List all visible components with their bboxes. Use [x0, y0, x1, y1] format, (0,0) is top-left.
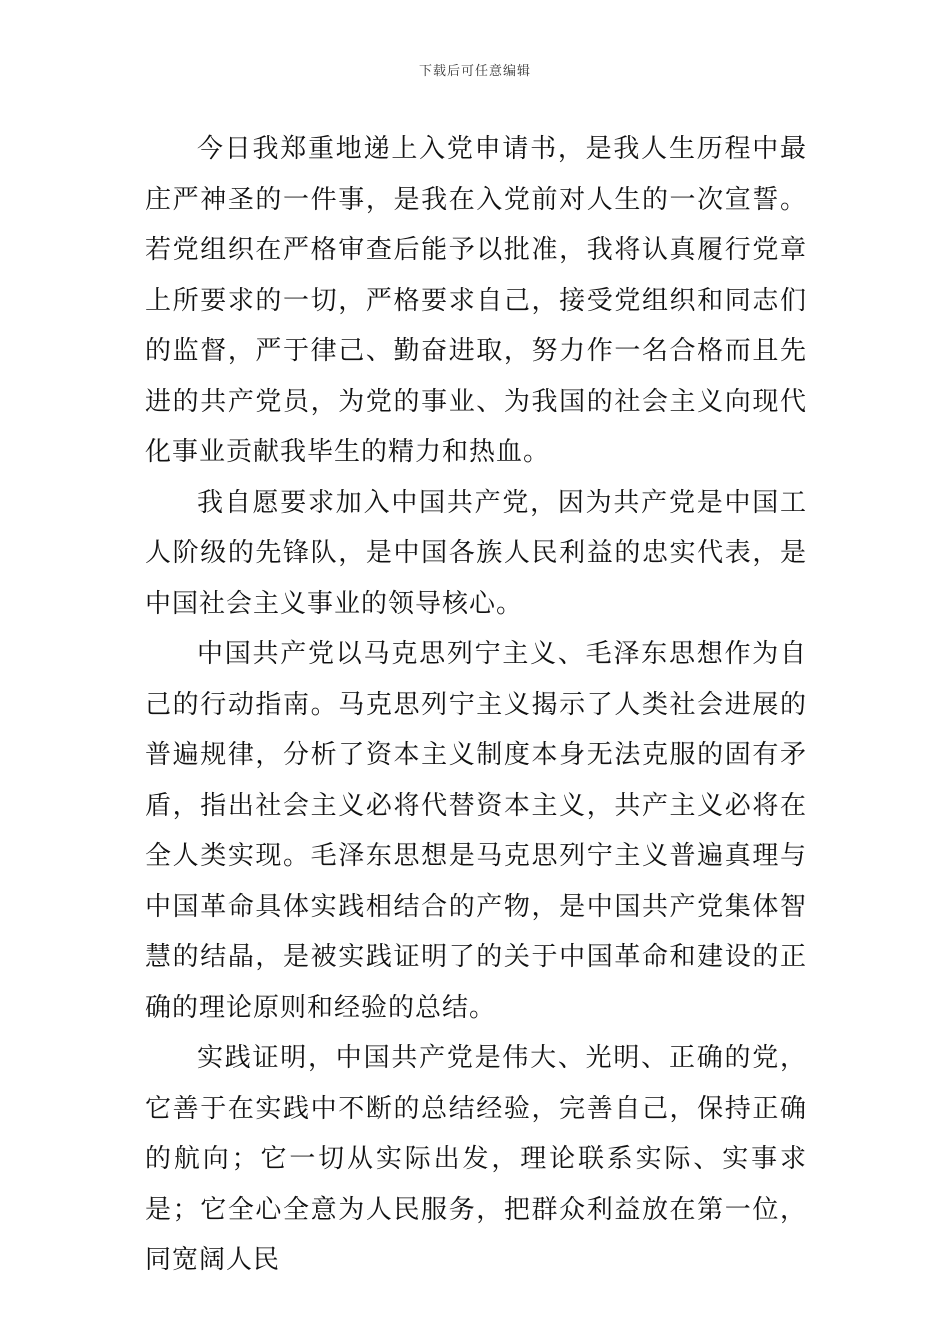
paragraph-3: 中国共产党以马克思列宁主义、毛泽东思想作为自己的行动指南。马克思列宁主义揭示了人类社会进展的普遍规律，分析了资本主义制度本身无法克服的固有矛盾，指出社会主义必将代替资本主义，共产主义必将在全人类实现。毛泽东思想是马克思列宁主义普遍真理与中国革命具体实践相结合的产物，是中国共产党集体智慧的结晶，是被实践证明了的关于中国革命和建设的正确的理论原则和经验的总结。	[145, 639, 807, 1023]
page-header-note: 下载后可任意编辑	[418, 64, 531, 79]
document-body	[145, 124, 807, 1286]
paragraph-1: 今日我郑重地递上入党申请书，是我人生历程中最庄严神圣的一件事，是我在入党前对人生的一次宣誓。若党组织在严格审查后能予以批准，我将认真履行党章上所要求的一切，严格要求自己，接受党组织和同志们的监督，严于律己、勤奋进取，努力作一名合格而且先进的共产党员，为党的事业、为我国的社会主义向现代化事业贡献我毕生的精力和热血。	[145, 134, 807, 467]
paragraph-2: 我自愿要求加入中国共产党，因为共产党是中国工人阶级的先锋队，是中国各族人民利益的忠实代表，是中国社会主义事业的领导核心。	[145, 487, 807, 619]
paragraph-4: 实践证明，中国共产党是伟大、光明、正确的党，它善于在实践中不断的总结经验，完善自己，保持正确的航向；它一切从实际出发，理论联系实际、实事求是；它全心全意为人民服务，把群众利益放在第一位，同宽阔人民	[145, 1043, 807, 1275]
